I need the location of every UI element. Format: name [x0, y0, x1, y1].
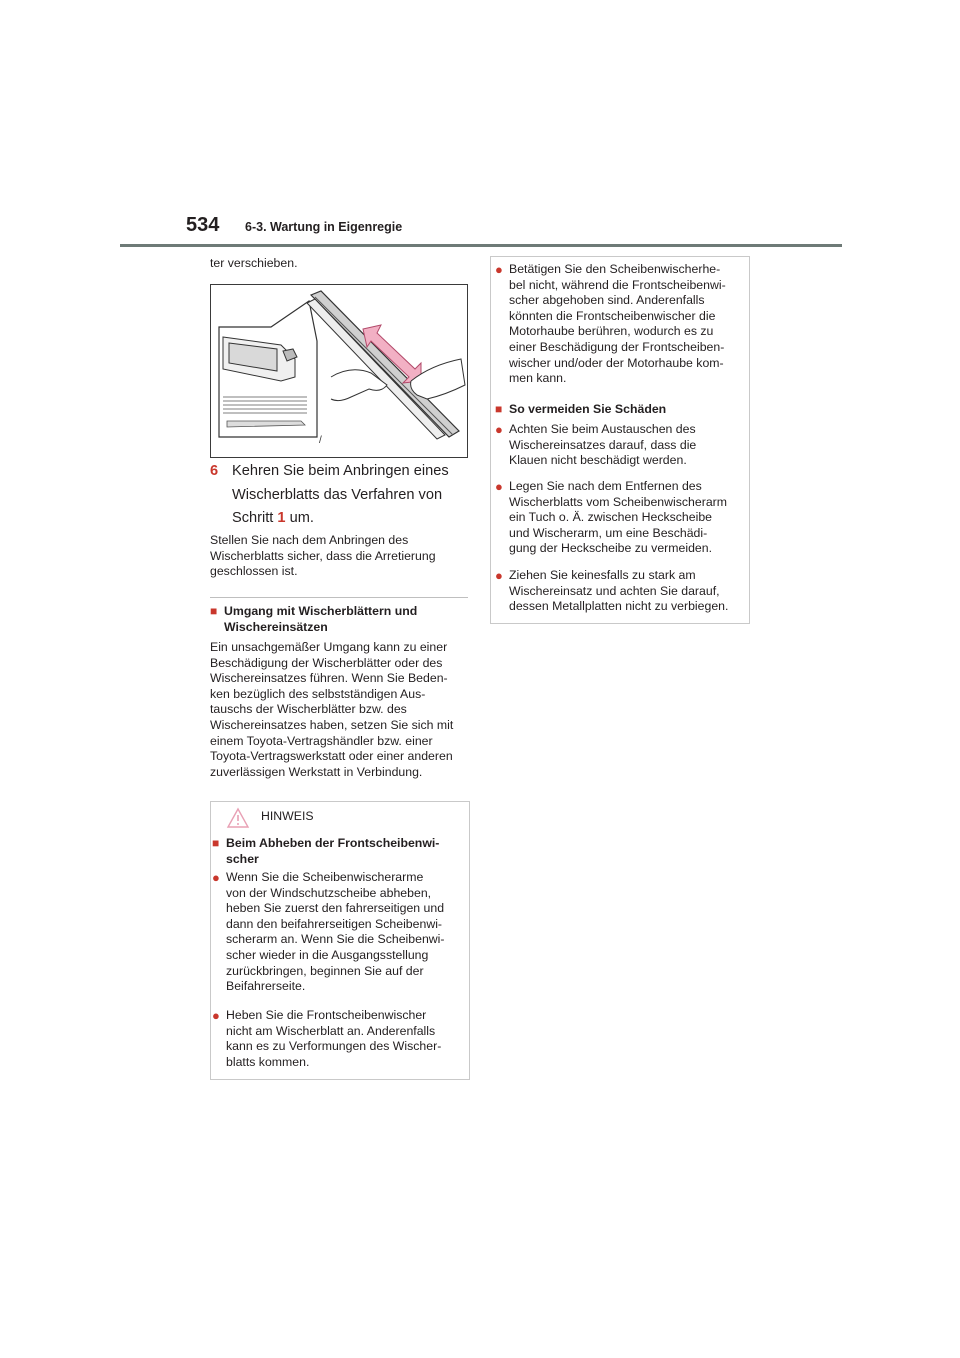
body-line: ken bezüglich des selbstständigen Aus-: [210, 686, 426, 701]
bullet-line: Wischereinsatz und achten Sie darauf,: [509, 583, 720, 598]
wiper-illustration-svg: [211, 285, 467, 457]
notice-title: HINWEIS: [261, 809, 314, 823]
body-line: zuverlässigen Werkstatt in Verbindung.: [210, 764, 423, 779]
bullet-line: scherarm an. Wenn Sie die Scheibenwi-: [226, 932, 445, 947]
bullet-line: Heben Sie die Frontscheibenwischer: [226, 1008, 427, 1022]
bullet-line: Legen Sie nach dem Entfernen des: [509, 479, 702, 493]
step-line: Wischerblatts das Verfahren von: [232, 486, 443, 503]
notice-box-continued: [490, 256, 750, 624]
bullet-line: wischer und/oder der Motorhaube kom-: [509, 355, 724, 370]
bullet-line: heben Sie zuerst den fahrerseitigen und: [226, 901, 445, 916]
bullet-line: Betätigen Sie den Scheibenwischerhe-: [509, 262, 721, 276]
right-bullet-2: [495, 479, 745, 557]
warning-triangle-icon: [226, 807, 250, 834]
note-line: Wischerblatts sicher, dass die Arretierung: [210, 548, 436, 563]
bullet-line: Ziehen Sie keinesfalls zu stark am: [509, 568, 696, 582]
bullet-line: dann den beifahrerseitigen Scheibenwi-: [226, 916, 443, 931]
body-line: Toyota-Vertragswerkstatt oder einer anderen: [210, 749, 453, 764]
step-line: Kehren Sie beim Anbringen eines: [232, 463, 449, 479]
bullet-line: dessen Metallplatten nicht zu verbiegen.: [509, 599, 729, 614]
step-reference: 1: [277, 510, 286, 526]
step-line-suffix: um.: [285, 510, 314, 526]
square-bullet-icon: ■: [495, 402, 503, 416]
bullet-line: Wenn Sie die Scheibenwischerarme: [226, 870, 424, 884]
note-line: geschlossen ist.: [210, 564, 298, 579]
bullet-line: scher wieder in die Ausgangsstellung: [226, 947, 429, 962]
body-line: einem Toyota-Vertragshändler bzw. einer: [210, 733, 433, 748]
bullet-line: scher abgehoben sind. Anderenfalls: [509, 293, 705, 308]
bullet-line: Wischerblatts vom Scheibenwischerarm: [509, 494, 727, 509]
heading-line: Wischereinsätzen: [224, 619, 328, 634]
right-bullet-3: [495, 568, 745, 615]
circle-bullet-icon: ●: [495, 262, 503, 277]
divider: [210, 597, 468, 598]
heading-line: scher: [226, 851, 259, 866]
bullet-line: Klauen nicht beschädigt werden.: [509, 453, 687, 468]
notice-bullet-1: [212, 870, 466, 995]
body-line: Ein unsachgemäßer Umgang kann zu einer: [210, 640, 448, 654]
step-number: 6: [210, 463, 219, 479]
body-line: Beschädigung der Wischerblätter oder des: [210, 655, 443, 670]
bullet-line: bel nicht, während die Frontscheibenwi-: [509, 277, 726, 292]
body-line: Wischereinsatzes haben, setzen Sie sich mit: [210, 717, 454, 732]
bullet-line: Motorhaube berühren, wodurch es zu: [509, 324, 714, 339]
page-number: 534: [186, 214, 220, 236]
square-bullet-icon: ■: [212, 836, 220, 850]
square-bullet-icon: ■: [210, 604, 218, 618]
section-title: 6-3. Wartung in Eigenregie: [245, 220, 403, 234]
bullet-line: von der Windschutzscheibe abheben,: [226, 885, 432, 900]
intro-text: ter verschieben.: [210, 256, 298, 270]
bullet-line: Beifahrerseite.: [226, 979, 306, 994]
heading-line: Umgang mit Wischerblättern und: [224, 604, 418, 618]
right-bullet-0: [495, 262, 745, 387]
handling-body: [210, 640, 472, 780]
step-6: [210, 460, 480, 526]
notice-box: [210, 801, 470, 1080]
bullet-line: Achten Sie beim Austauschen des: [509, 422, 696, 436]
bullet-line: gung der Heckscheibe zu vermeiden.: [509, 541, 713, 556]
wiper-blade-illustration: [210, 284, 468, 458]
bullet-line: könnten die Frontscheibenwischer die: [509, 308, 716, 323]
bullet-line: ein Tuch o. Ä. zwischen Heckscheibe: [509, 510, 713, 525]
circle-bullet-icon: ●: [495, 479, 503, 494]
bullet-line: men kann.: [509, 371, 567, 386]
bullet-line: zurückbringen, beginnen Sie auf der: [226, 963, 424, 978]
circle-bullet-icon: ●: [495, 422, 503, 437]
circle-bullet-icon: ●: [212, 1008, 220, 1023]
handling-heading: [210, 604, 470, 635]
step-line-prefix: Schritt: [232, 510, 278, 526]
circle-bullet-icon: ●: [495, 568, 503, 583]
notice-heading: [212, 836, 462, 867]
wiper-blade: [307, 291, 459, 439]
step-text: [232, 460, 482, 531]
bullet-line: kann es zu Verformungen des Wischer-: [226, 1039, 442, 1054]
bullet-line: Wischereinsatzes darauf, dass die: [509, 437, 697, 452]
bullet-line: nicht am Wischerblatt an. Anderenfalls: [226, 1023, 436, 1038]
heading-line: So vermeiden Sie Schäden: [509, 402, 667, 416]
bullet-line: einer Beschädigung der Frontscheiben-: [509, 339, 725, 354]
bullet-line: und Wischerarm, um eine Beschädi-: [509, 525, 708, 540]
body-line: Wischereinsatzes führen. Wenn Sie Beden-: [210, 671, 448, 686]
heading-line: Beim Abheben der Frontscheibenwi-: [226, 836, 440, 850]
figure-label: /: [319, 435, 322, 446]
notice-bullet-2: [212, 1008, 466, 1070]
header-rule: [120, 244, 842, 247]
step-note: [210, 533, 470, 580]
bullet-line: blatts kommen.: [226, 1054, 310, 1069]
body-line: tauschs der Wischerblätter bzw. des: [210, 702, 407, 717]
note-line: Stellen Sie nach dem Anbringen des: [210, 533, 409, 547]
right-bullet-1: [495, 422, 745, 469]
step-line: [232, 507, 482, 531]
right-heading: [495, 402, 745, 418]
circle-bullet-icon: ●: [212, 870, 220, 885]
